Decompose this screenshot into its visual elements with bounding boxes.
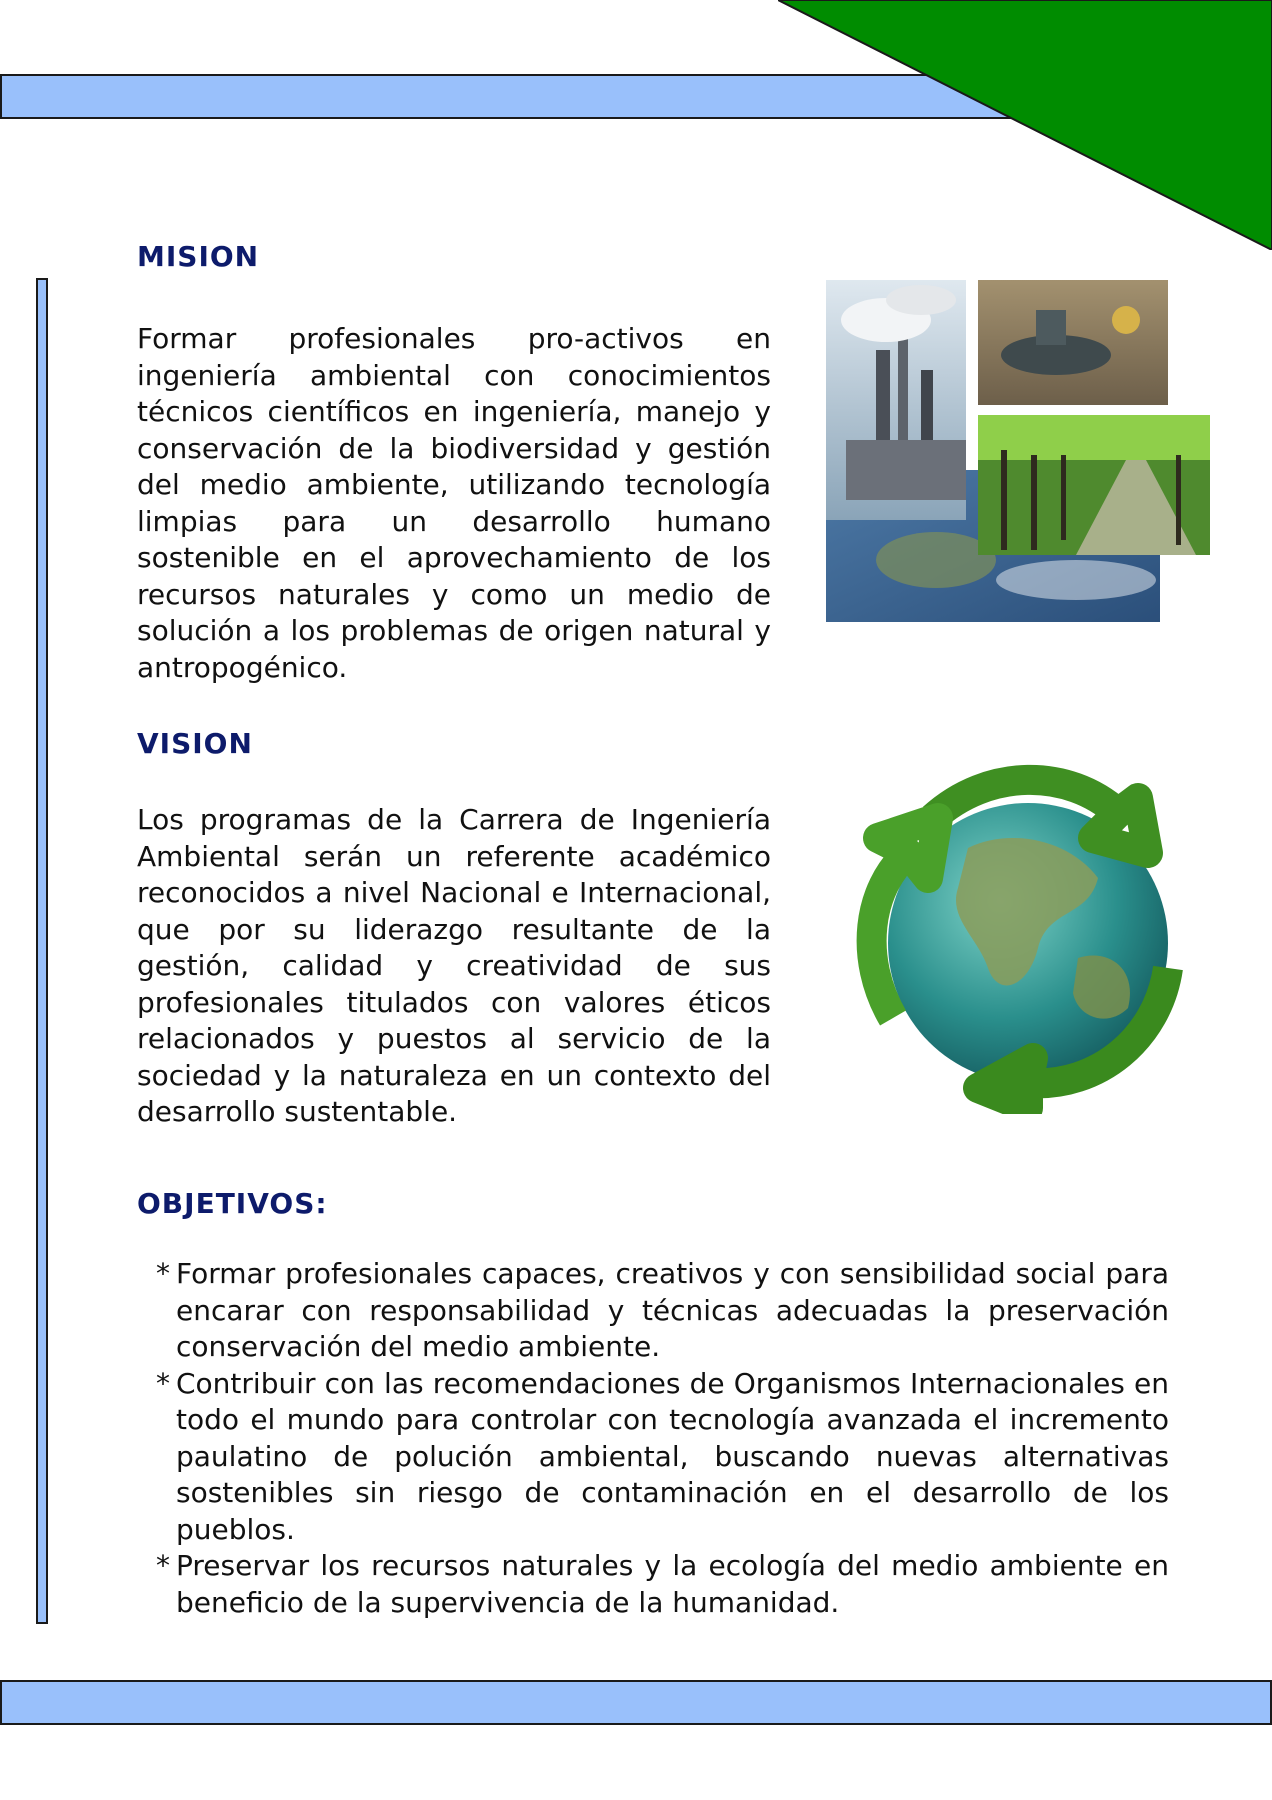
objetivos-heading: OBJETIVOS: <box>137 1187 328 1220</box>
objetivo-item <box>156 1256 1169 1366</box>
objetivo-text: Formar profesionales capaces, creativos y con sensibilidad social para encarar con responsabilidad y técnicas adecuadas la preservación conservación del medio ambiente. <box>176 1257 1169 1363</box>
left-vertical-bar <box>36 278 48 1624</box>
mision-heading: MISION <box>137 240 260 273</box>
earth-recycle-icon <box>838 758 1214 1114</box>
objetivo-item <box>156 1548 1169 1621</box>
green-corner-triangle <box>778 0 1272 250</box>
bottom-footer-band <box>0 1680 1272 1725</box>
bullet-asterisk: * <box>156 1366 170 1400</box>
objetivos-list <box>156 1256 1169 1621</box>
bullet-asterisk: * <box>156 1549 170 1582</box>
objetivo-text: Preservar los recursos naturales y la ecología del medio ambiente en beneficio de la supervivencia de la humanidad. <box>176 1549 1169 1619</box>
objetivo-text: Contribuir con las recomendaciones de Organismos Internacionales en todo el mundo para controlar con tecnología avanzada el incremento paulatino de polución ambiental, buscando nuevas alternativas sostenibles sin riesgo de contaminación en el desarrollo de los pueblos. <box>176 1366 1169 1546</box>
bullet-asterisk: * <box>156 1257 170 1290</box>
vision-paragraph: Los programas de la Carrera de Ingeniería Ambiental serán un referente académico reconocidos a nivel Nacional e Internacional, que por su liderazgo resultante de la gestión, calidad y creatividad de sus profesionales titulados con valores éticos relacionados y puestos al servicio de la sociedad y la naturaleza en un contexto del desarrollo sustentable. <box>137 803 771 1128</box>
objetivo-item <box>156 1366 1169 1549</box>
environment-photo-collage <box>826 280 1210 622</box>
vision-heading: VISION <box>137 727 253 760</box>
mision-paragraph: Formar profesionales pro-activos en ingeniería ambiental con conocimientos técnicos científicos en ingeniería, manejo y conservación de la biodiversidad y gestión del medio ambiente, utilizando tecnología limpias para un desarrollo humano sostenible en el aprovechamiento de los recursos naturales y como un medio de solución a los problemas de origen natural y antropogénico. <box>137 322 771 684</box>
